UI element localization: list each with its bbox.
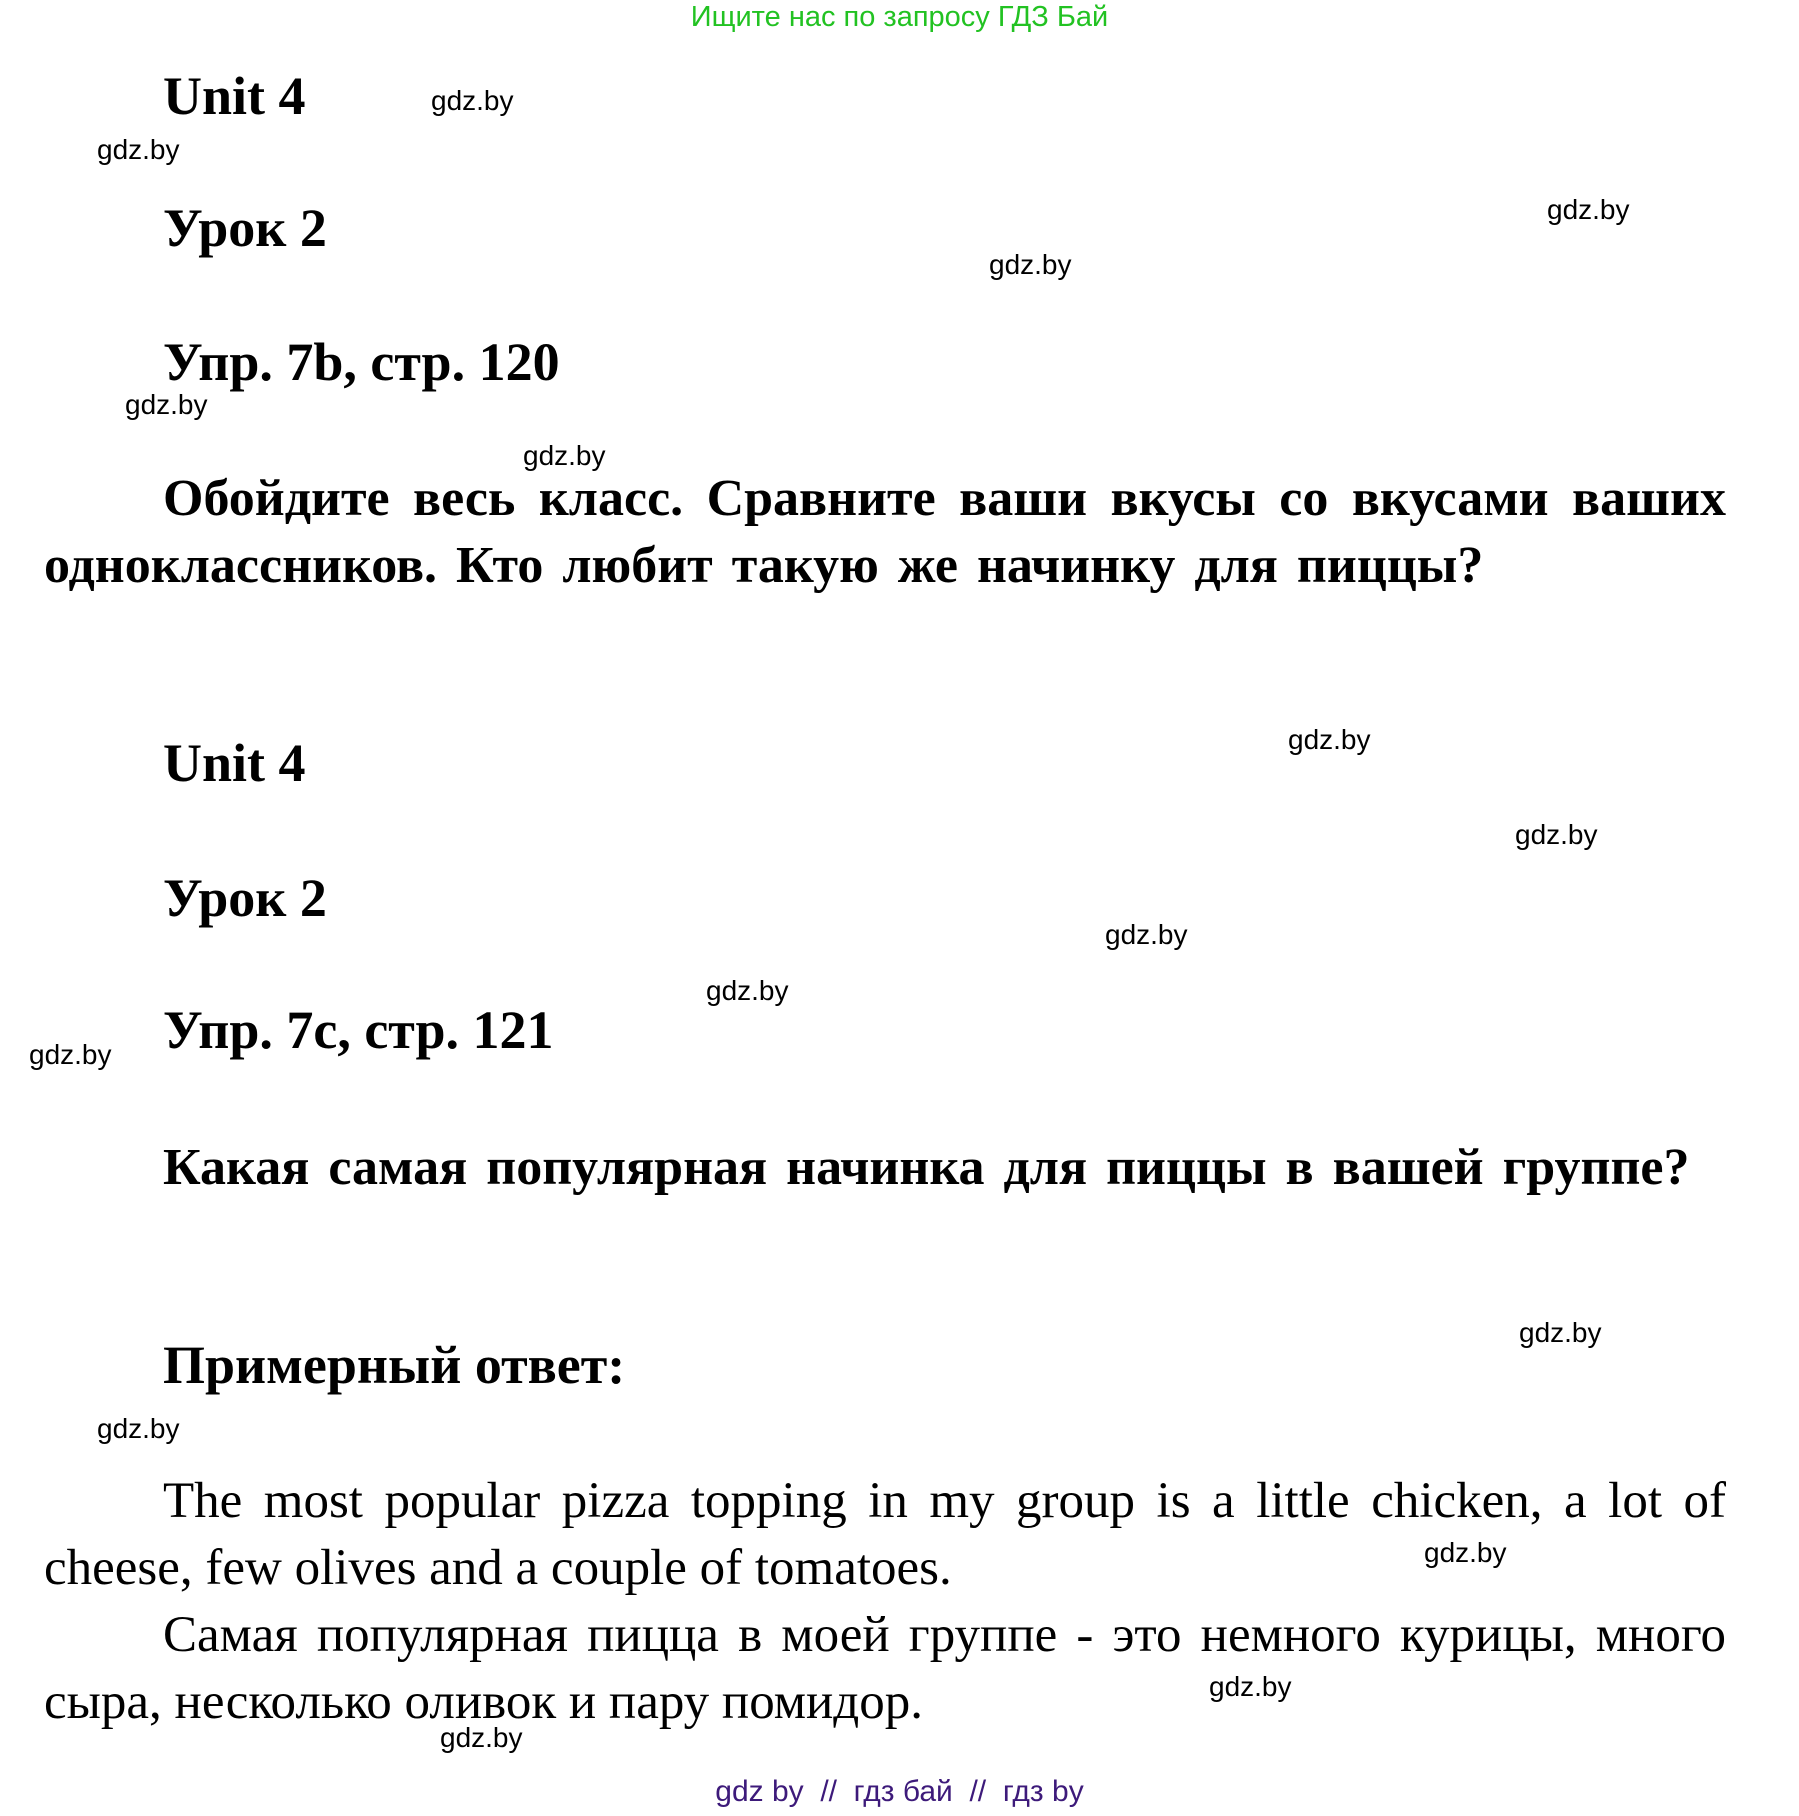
lesson-heading-2: Урок 2 xyxy=(163,868,327,928)
watermark: gdz.by xyxy=(1105,919,1188,950)
watermark: gdz.by xyxy=(523,440,606,471)
top-banner: Ищите нас по запросу ГДЗ Бай xyxy=(690,1,1109,33)
answer-russian: Самая популярная пицца в моей группе - это немного курицы, много сыра, несколько оливок и пару помидор. xyxy=(44,1607,1726,1730)
watermark: gdz.by xyxy=(431,85,514,116)
watermark: gdz.by xyxy=(29,1039,112,1070)
unit-heading-2: Unit 4 xyxy=(163,733,306,793)
watermark: gdz.by xyxy=(1288,724,1371,755)
lesson-heading-1: Урок 2 xyxy=(163,198,327,258)
watermark: gdz.by xyxy=(1519,1317,1602,1348)
watermark: gdz.by xyxy=(440,1722,523,1753)
watermark: gdz.by xyxy=(1209,1671,1292,1702)
answer-english: The most popular pizza topping in my group is a little chicken, a lot of cheese, few olives and a couple of tomatoes. xyxy=(44,1473,1726,1596)
watermark: gdz.by xyxy=(97,1413,180,1444)
watermark: gdz.by xyxy=(1515,819,1598,850)
watermark: gdz.by xyxy=(989,249,1072,280)
answer-label: Примерный ответ: xyxy=(163,1335,626,1395)
watermark: gdz.by xyxy=(97,134,180,165)
watermark: gdz.by xyxy=(125,389,208,420)
watermark: gdz.by xyxy=(706,975,789,1006)
task-text-1: Обойдите весь класс. Сравните ваши вкусы со вкусами ваших одноклассников. Кто любит такую же начинку для пиццы? xyxy=(44,470,1726,594)
exercise-heading-2: Упр. 7c, стр. 121 xyxy=(163,1000,554,1060)
task-text-2: Какая самая популярная начинка для пиццы в вашей группе? xyxy=(163,1139,1690,1196)
exercise-heading-1: Упр. 7b, стр. 120 xyxy=(163,332,560,392)
watermark: gdz.by xyxy=(1424,1537,1507,1568)
watermark: gdz.by xyxy=(1547,194,1630,225)
footer-links: gdz by // гдз бай // гдз by xyxy=(715,1775,1084,1808)
unit-heading-1: Unit 4 xyxy=(163,66,306,126)
